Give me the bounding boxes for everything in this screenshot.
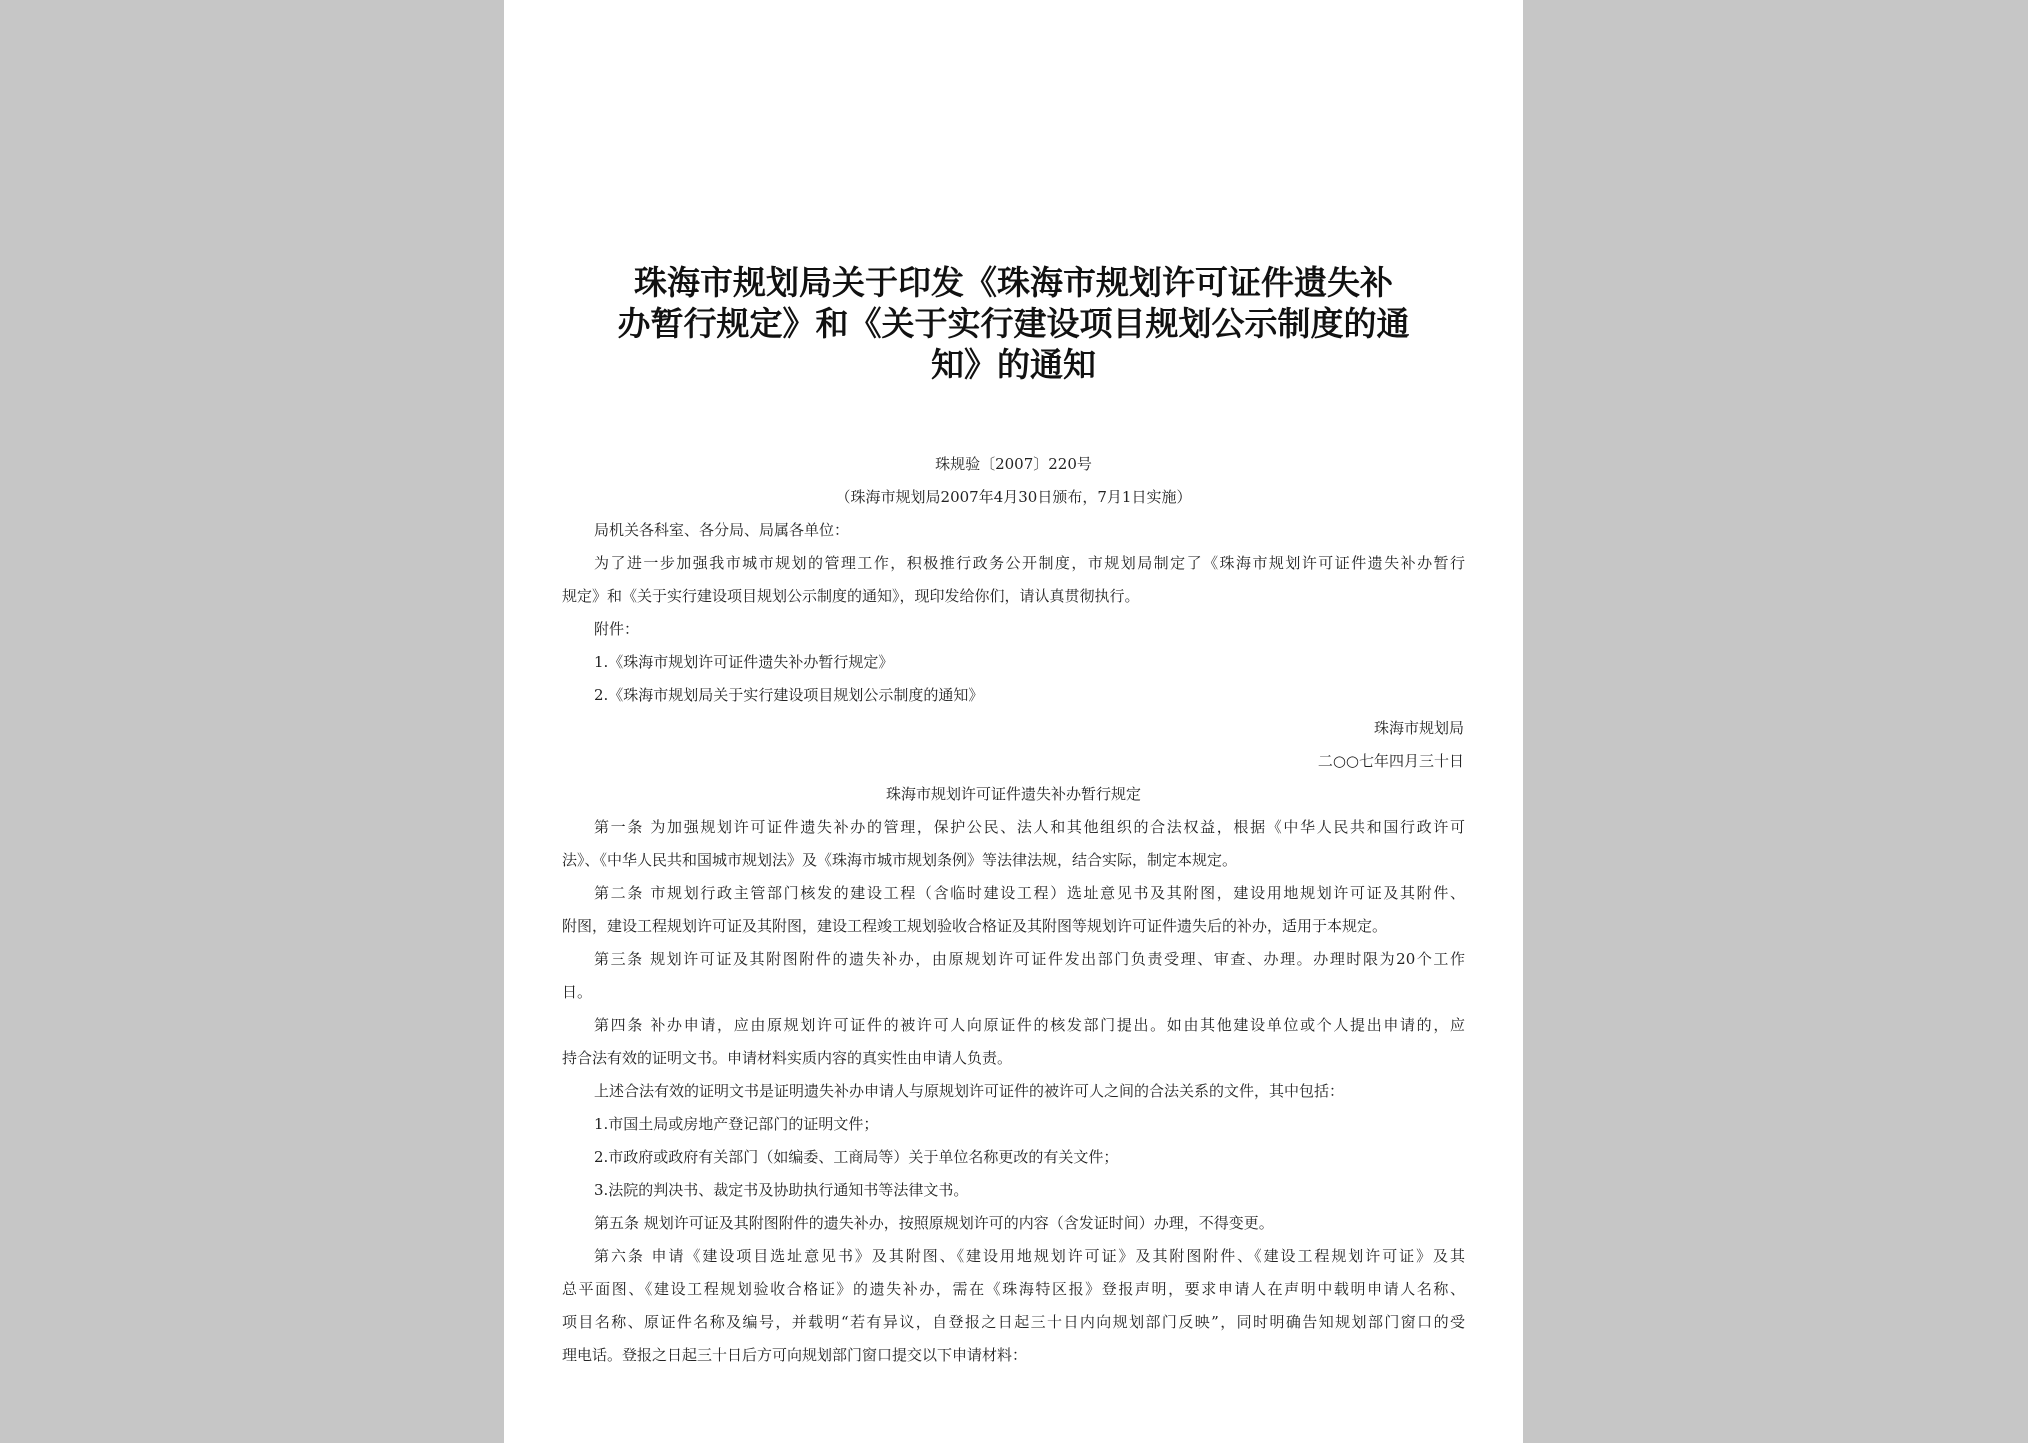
- article-4-item-3: 3.法院的判决书、裁定书及协助执行通知书等法律文书。: [594, 1181, 969, 1199]
- article-4-item-1: 1.市国土局或房地产登记部门的证明文件；: [594, 1115, 879, 1133]
- article-6-line-2: 总平面图、《建设工程规划验收合格证》的遗失补办，需在《珠海特区报》登报声明，要求申请人在声明中载明申请人名称、: [562, 1280, 1465, 1298]
- article-2-line-2: 附图，建设工程规划许可证及其附图，建设工程竣工规划验收合格证及其附图等规划许可证件遗失后的补办，适用于本规定。: [562, 917, 1388, 935]
- title-line-2: 办暂行规定》和《关于实行建设项目规划公示制度的通: [617, 304, 1410, 343]
- article-4-note: 上述合法有效的证明文书是证明遗失补办申请人与原规划许可证件的被许可人之间的合法关系的文件，其中包括：: [594, 1082, 1345, 1100]
- intro-line-1: 为了进一步加强我市城市规划的管理工作，积极推行政务公开制度，市规划局制定了《珠海市规划许可证件遗失补办暂行: [594, 554, 1465, 572]
- issue-note: （珠海市规划局2007年4月30日颁布，7月1日实施）: [835, 488, 1192, 506]
- title-line-1: 珠海市规划局关于印发《珠海市规划许可证件遗失补: [634, 263, 1393, 302]
- document-title: [544, 262, 1483, 385]
- document-page: [504, 0, 1523, 1443]
- article-1-line-1: 第一条 为加强规划许可证件遗失补办的管理，保护公民、法人和其他组织的合法权益，根据《中华人民共和国行政许可: [594, 818, 1465, 836]
- title-line-3: 知》的通知: [931, 345, 1096, 384]
- article-1-line-2: 法》、《中华人民共和国城市规划法》及《珠海市城市规划条例》等法律法规，结合实际，制定本规定。: [562, 851, 1238, 869]
- attachment-item-2: 2.《珠海市规划局关于实行建设项目规划公示制度的通知》: [594, 686, 984, 704]
- article-4-item-2: 2.市政府或政府有关部门（如编委、工商局等）关于单位名称更改的有关文件；: [594, 1148, 1119, 1166]
- document-number: 珠规验〔2007〕220号: [935, 455, 1092, 473]
- article-6-line-1: 第六条 申请《建设项目选址意见书》及其附图、《建设用地规划许可证》及其附图附件、《建设工程规划许可证》及其: [594, 1247, 1465, 1265]
- section-title: 珠海市规划许可证件遗失补办暂行规定: [885, 785, 1141, 803]
- signatory: 珠海市规划局: [1373, 719, 1464, 737]
- article-3-line-1: 第三条 规划许可证及其附图附件的遗失补办，由原规划许可证件发出部门负责受理、审查、办理。办理时限为20个工作: [594, 950, 1465, 968]
- article-6-line-3: 项目名称、原证件名称及编号，并载明“若有异议，自登报之日起三十日内向规划部门反映”，同时明确告知规划部门窗口的受: [562, 1313, 1465, 1331]
- article-5: 第五条 规划许可证及其附图附件的遗失补办，按照原规划许可的内容（含发证时间）办理，不得变更。: [594, 1214, 1274, 1232]
- intro-line-2: 规定》和《关于实行建设项目规划公示制度的通知》，现印发给你们，请认真贯彻执行。: [562, 587, 1140, 605]
- article-4-line-1: 第四条 补办申请，应由原规划许可证件的被许可人向原证件的核发部门提出。如由其他建设单位或个人提出申请的，应: [594, 1016, 1465, 1034]
- article-6-line-4: 理电话。登报之日起三十日后方可向规划部门窗口提交以下申请材料：: [562, 1346, 1028, 1364]
- attachment-item-1: 1.《珠海市规划许可证件遗失补办暂行规定》: [594, 653, 894, 671]
- sign-date: 二○○七年四月三十日: [1317, 752, 1464, 770]
- attachments-label: 附件：: [594, 620, 640, 638]
- article-2-line-1: 第二条 市规划行政主管部门核发的建设工程（含临时建设工程）选址意见书及其附图，建设用地规划许可证及其附件、: [594, 884, 1465, 902]
- article-3-line-2: 日。: [562, 983, 593, 1001]
- article-4-line-2: 持合法有效的证明文书。申请材料实质内容的真实性由申请人负责。: [562, 1049, 1013, 1067]
- addressee: 局机关各科室、各分局、局属各单位：: [594, 521, 850, 539]
